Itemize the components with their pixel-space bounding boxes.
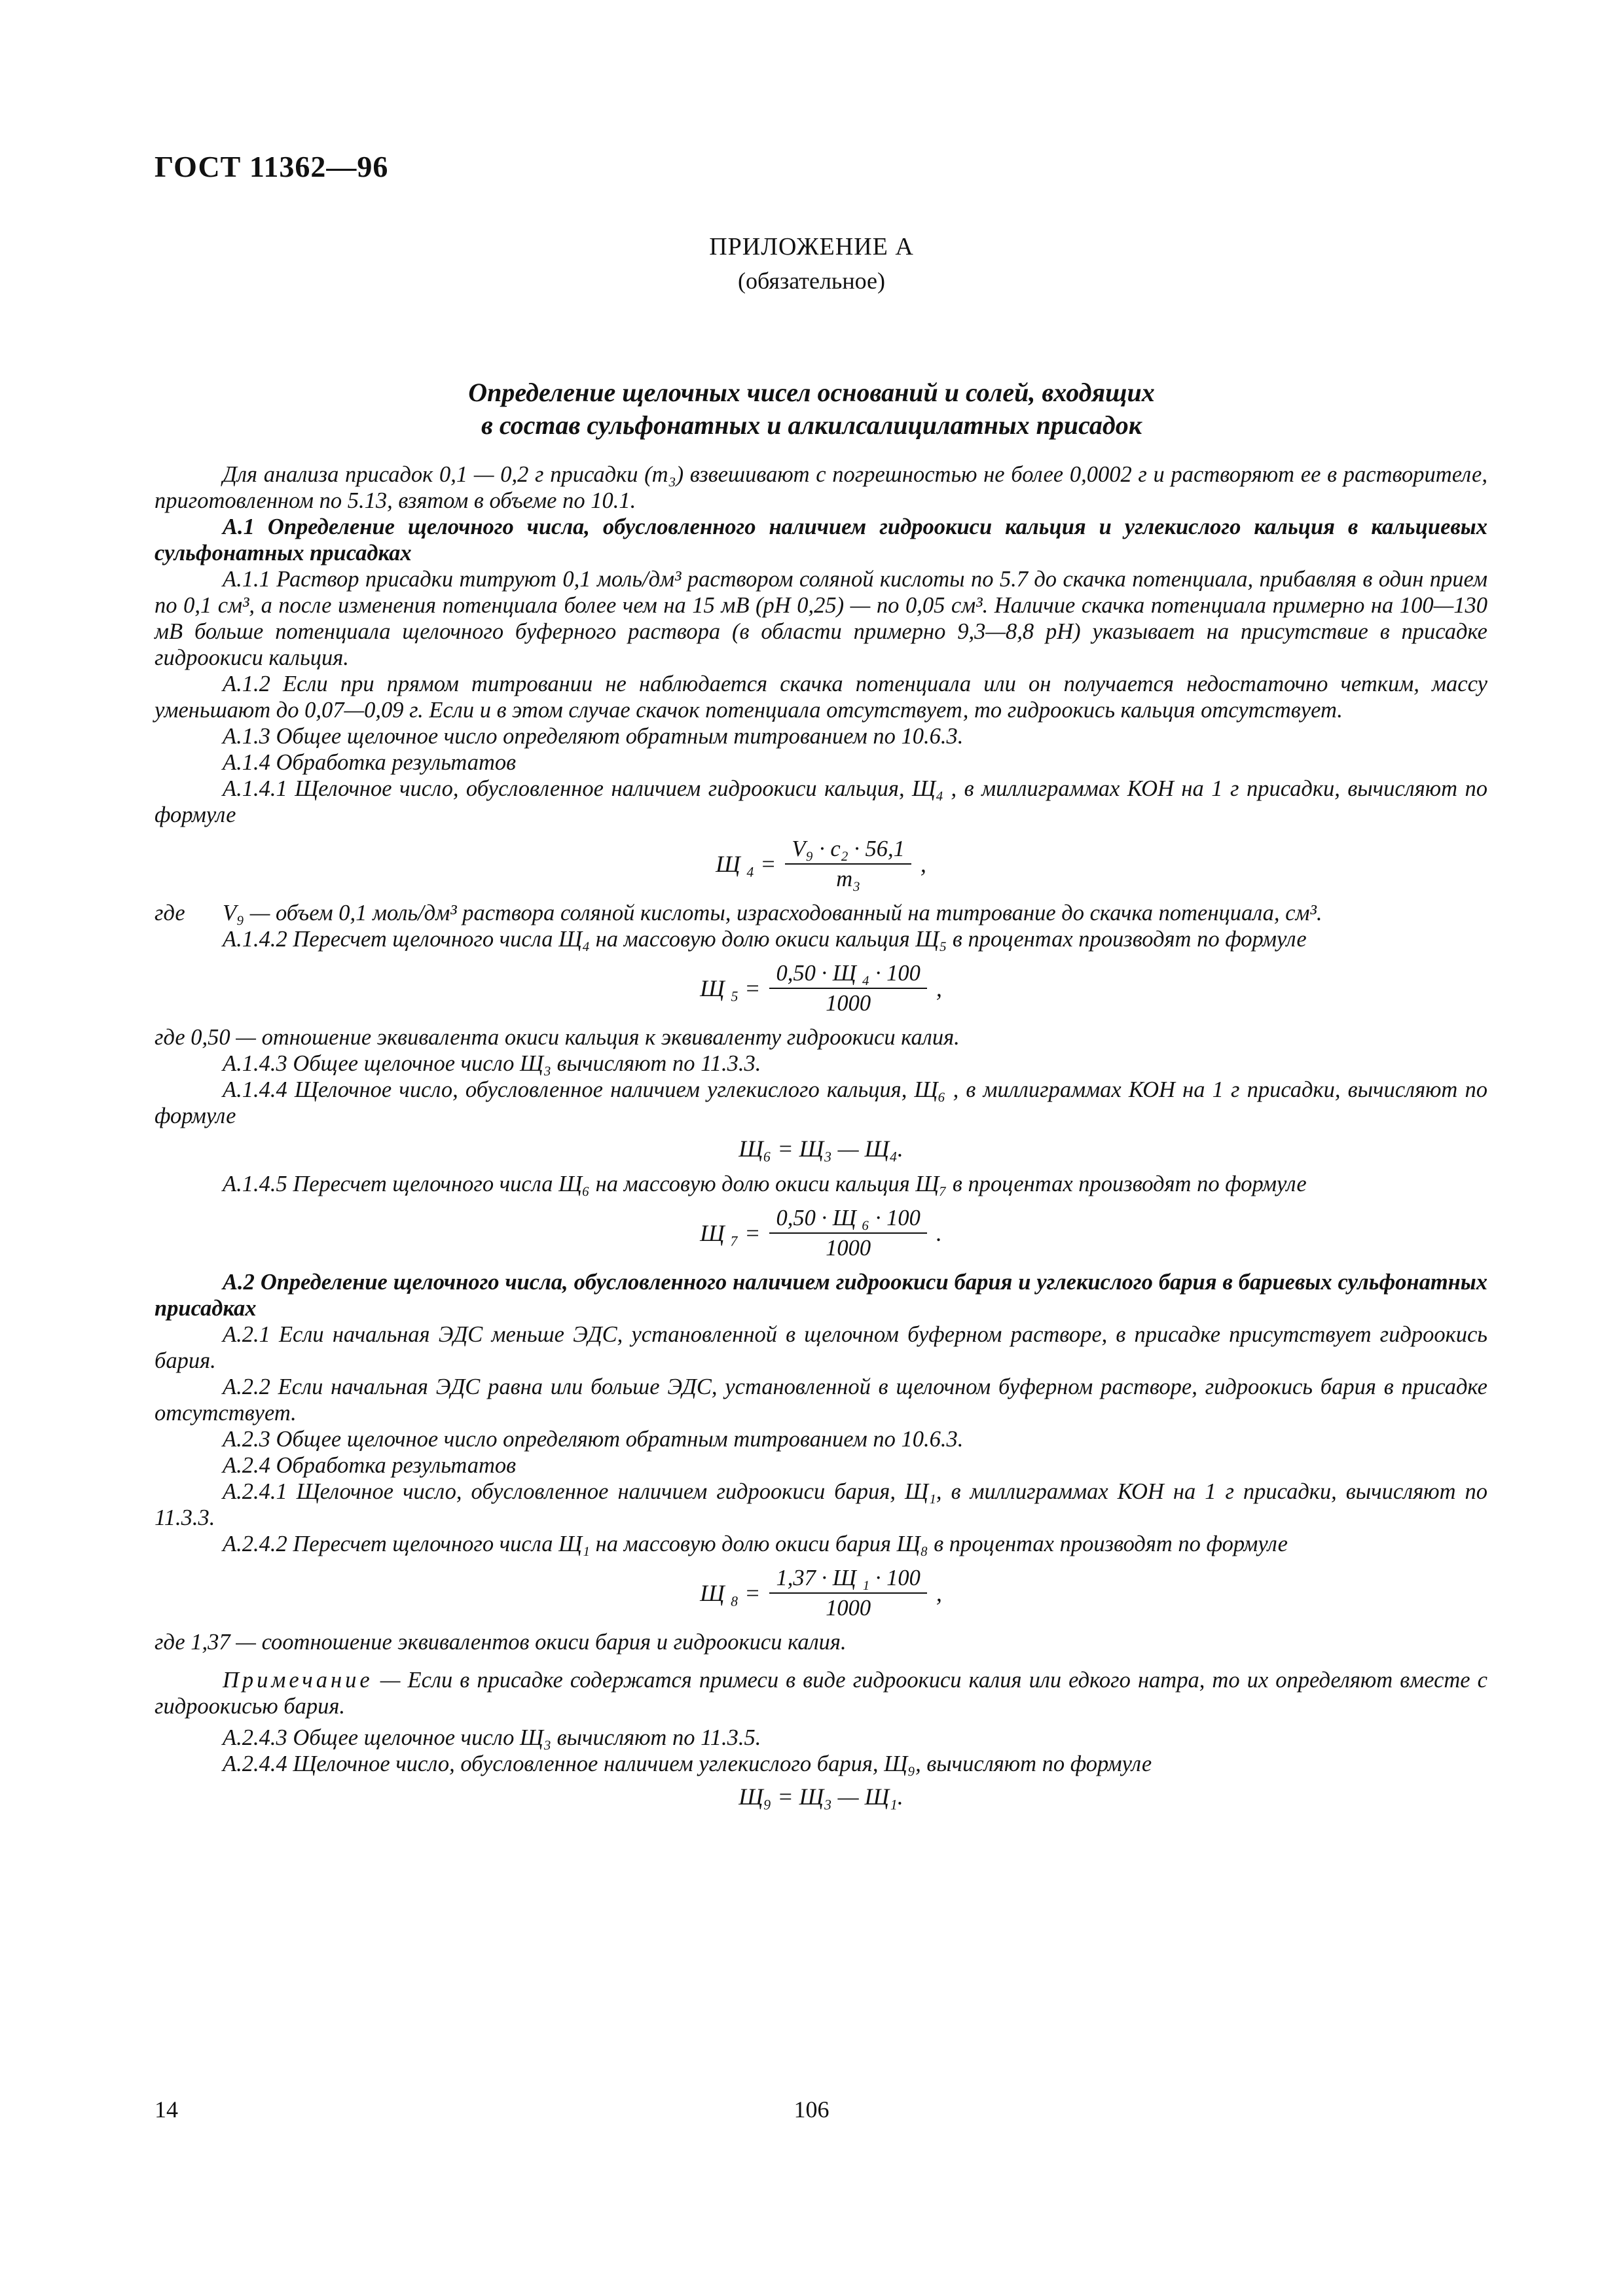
- paragraph-a2-2: А.2.2 Если начальная ЭДС равна или больше ЭДС, установленной в щелочном буферном растворе, гидроокись бария в присадке отсутствует.: [155, 1374, 1487, 1426]
- formula-numerator: 0,50 · Щ ₄ · 100: [769, 960, 926, 989]
- section-title: [0, 376, 1623, 442]
- formula-sch9: Щ₉ = Щ₃ — Щ₁.: [739, 1784, 903, 1810]
- page-number-center: 106: [793, 2096, 830, 2123]
- where-clause-137: где 1,37 — соотношение эквивалентов окиси бария и гидроокиси калия.: [155, 1630, 847, 1655]
- note-paragraph: [155, 1667, 1487, 1719]
- paragraph-a2-4: А.2.4 Обработка результатов: [223, 1453, 517, 1478]
- formula-lhs: Щ ₇ =: [700, 1220, 761, 1246]
- where-clause-v9: [155, 900, 1487, 926]
- where-clause-050: где 0,50 — отношение эквивалента окиси кальция к эквиваленту гидроокиси калия.: [155, 1025, 960, 1050]
- section-a2-title: А.2 Определение щелочного числа, обусловленного наличием гидроокиси бария и углекислого бария в бариевых сульфонатных присадках: [155, 1270, 1487, 1321]
- formula-sch6: Щ₆ = Щ₃ — Щ₄.: [739, 1136, 903, 1162]
- document-body: [155, 461, 1487, 1819]
- formula-numerator: 0,50 · Щ ₆ · 100: [769, 1205, 926, 1234]
- formula-punctuation: .: [936, 1220, 942, 1246]
- section-title-line-2: в состав сульфонатных и алкилсалицилатных присадок: [481, 410, 1142, 440]
- note-text: — Если в присадке содержатся примеси в виде гидроокиси калия или едкого натра, то их определяют вместе с гидроокисью бария.: [155, 1668, 1487, 1719]
- where-definition: V₉ — объем 0,1 моль/дм³ раствора соляной кислоты, израсходованный на титрование до скачка потенциала, см³.: [223, 901, 1322, 925]
- formula-punctuation: ,: [920, 851, 926, 877]
- formula-fraction: [769, 1205, 926, 1261]
- formula-sch4: [155, 836, 1487, 892]
- paragraph-a1-4-4: А.1.4.4 Щелочное число, обусловленное наличием углекислого кальция, Щ₆ , в миллиграммах КОН на 1 г присадки, вычисляют по формуле: [155, 1077, 1487, 1128]
- where-label: где: [155, 901, 185, 925]
- formula-numerator: 1,37 · Щ ₁ · 100: [769, 1565, 926, 1594]
- formula-sch8: [155, 1565, 1487, 1621]
- formula-denominator: 1000: [826, 1596, 871, 1621]
- formula-fraction: [769, 1565, 926, 1621]
- formula-sch7: [155, 1205, 1487, 1261]
- appendix-subtitle: (обязательное): [738, 268, 885, 294]
- document-code: ГОСТ 11362—96: [155, 150, 389, 183]
- section-a1-title: А.1 Определение щелочного числа, обусловленного наличием гидроокиси кальция и углекислого кальция в кальциевых сульфонатных присадках: [155, 514, 1487, 565]
- formula-lhs: Щ ₈ =: [700, 1580, 761, 1606]
- paragraph-a1-4-3: А.1.4.3 Общее щелочное число Щ₃ вычисляют по 11.3.3.: [223, 1051, 761, 1076]
- paragraph-a1-4-5: А.1.4.5 Пересчет щелочного числа Щ₆ на массовую долю окиси кальция Щ₇ в процентах производят по формуле: [223, 1172, 1307, 1196]
- formula-fraction: [785, 836, 911, 892]
- paragraph-a2-4-3: А.2.4.3 Общее щелочное число Щ₃ вычисляют по 11.3.5.: [223, 1725, 761, 1750]
- paragraph-a2-1: А.2.1 Если начальная ЭДС меньше ЭДС, установленной в щелочном буферном растворе, в присадке присутствует гидроокись бария.: [155, 1322, 1487, 1373]
- formula-fraction: [769, 960, 926, 1016]
- section-title-line-1: Определение щелочных чисел оснований и солей, входящих: [468, 378, 1155, 407]
- formula-punctuation: ,: [936, 975, 942, 1001]
- formula-sch5: [155, 960, 1487, 1016]
- formula-lhs: Щ ₄ =: [716, 851, 776, 877]
- paragraph-a1-4-2: А.1.4.2 Пересчет щелочного числа Щ₄ на массовую долю окиси кальция Щ₅ в процентах производят по формуле: [223, 927, 1307, 952]
- formula-numerator: V₉ · c₂ · 56,1: [785, 836, 911, 865]
- note-label: Примечание: [223, 1668, 373, 1693]
- paragraph-a1-1: А.1.1 Раствор присадки титруют 0,1 моль/дм³ раствором соляной кислоты по 5.7 до скачка потенциала, прибавляя в один прием по 0,1 см³, а после изменения потенциала более чем на 15 мВ (рН 0,25) — по 0,05 см³. Наличие скачка потенциала примерно на 100—130 мВ больше потенциала щелочного буферного раствора (в области примерно 9,3—8,8 рН) указывает на присутствие в присадке гидроокиси кальция.: [155, 567, 1487, 670]
- formula-denominator: m₃: [836, 867, 861, 891]
- paragraph-a1-2: А.1.2 Если при прямом титровании не наблюдается скачка потенциала или он получается недостаточно четким, массу уменьшают до 0,07—0,09 г. Если и в этом случае скачок потенциала отсутствует, то гидроокись кальция отсутствует.: [155, 672, 1487, 723]
- paragraph-a2-3: А.2.3 Общее щелочное число определяют обратным титрованием по 10.6.3.: [223, 1427, 964, 1452]
- paragraph-a2-4-4: А.2.4.4 Щелочное число, обусловленное наличием углекислого бария, Щ₉, вычисляют по формуле: [223, 1751, 1152, 1776]
- page-number-left: 14: [155, 2096, 178, 2123]
- formula-punctuation: ,: [936, 1580, 942, 1606]
- paragraph-a1-3: А.1.3 Общее щелочное число определяют обратным титрованием по 10.6.3.: [223, 724, 964, 749]
- paragraph-a2-4-2: А.2.4.2 Пересчет щелочного числа Щ₁ на массовую долю окиси бария Щ₈ в процентах производят по формуле: [223, 1532, 1288, 1556]
- paragraph-a1-4-1: А.1.4.1 Щелочное число, обусловленное наличием гидроокиси кальция, Щ₄ , в миллиграммах КОН на 1 г присадки, вычисляют по формуле: [155, 776, 1487, 827]
- paragraph-a1-4: А.1.4 Обработка результатов: [223, 750, 517, 775]
- intro-paragraph: Для анализа присадок 0,1 — 0,2 г присадки (m₃) взвешивают с погрешностью не более 0,0002 г и растворяют ее в растворителе, приготовленном по 5.13, взятом в объеме по 10.1.: [155, 462, 1487, 513]
- formula-denominator: 1000: [826, 1236, 871, 1261]
- paragraph-a2-4-1: А.2.4.1 Щелочное число, обусловленное наличием гидроокиси бария, Щ₁, в миллиграммах КОН на 1 г присадки, вычисляют по 11.3.3.: [155, 1479, 1487, 1530]
- formula-denominator: 1000: [826, 991, 871, 1016]
- appendix-title: ПРИЛОЖЕНИЕ А: [709, 233, 914, 260]
- formula-lhs: Щ ₅ =: [700, 975, 761, 1001]
